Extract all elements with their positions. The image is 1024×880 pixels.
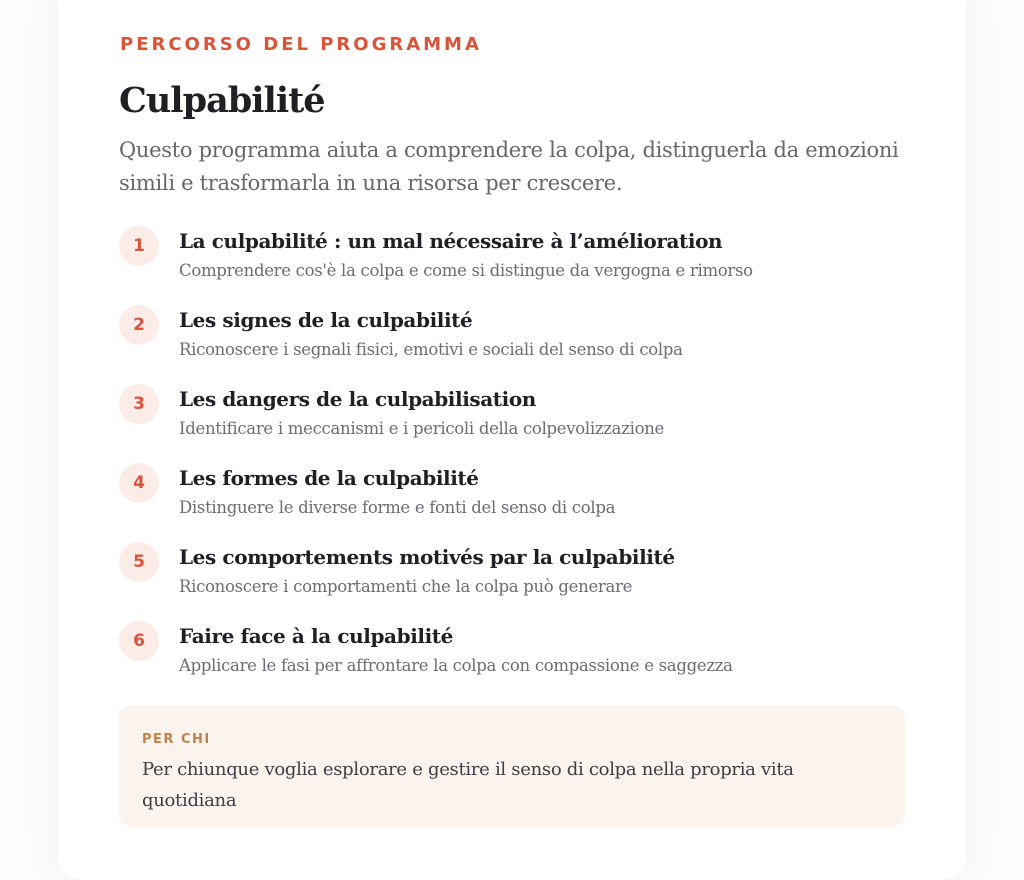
step-item	[119, 226, 919, 305]
step-description: Applicare le fasi per affrontare la colpa con compassione e saggezza	[179, 656, 733, 675]
step-number-badge: 3	[119, 384, 159, 424]
step-title: Faire face à la culpabilité	[179, 624, 453, 648]
step-item	[119, 542, 919, 621]
step-title: Les dangers de la culpabilisation	[179, 387, 536, 411]
step-item	[119, 621, 919, 700]
audience-label: PER CHI	[142, 732, 211, 747]
step-description: Riconoscere i segnali fisici, emotivi e sociali del senso di colpa	[179, 340, 683, 359]
step-item	[119, 305, 919, 384]
step-number-badge: 6	[119, 621, 159, 661]
step-title: La culpabilité : un mal nécessaire à l’amélioration	[179, 229, 723, 253]
step-number-badge: 5	[119, 542, 159, 582]
step-title: Les comportements motivés par la culpabilité	[179, 545, 675, 569]
program-steps-list	[119, 226, 919, 700]
step-description: Identificare i meccanismi e i pericoli della colpevolizzazione	[179, 419, 664, 438]
program-title: Culpabilité	[119, 80, 325, 121]
section-eyebrow: PERCORSO DEL PROGRAMMA	[120, 34, 482, 55]
step-description: Distinguere le diverse forme e fonti del senso di colpa	[179, 498, 616, 517]
program-intro: Questo programma aiuta a comprendere la colpa, distinguerla da emozioni simili e trasformarla in una risorsa per crescere.	[119, 138, 899, 195]
step-description: Riconoscere i comportamenti che la colpa può generare	[179, 577, 633, 596]
audience-callout	[119, 705, 905, 827]
step-number-badge: 1	[119, 226, 159, 266]
step-number-badge: 2	[119, 305, 159, 345]
step-title: Les formes de la culpabilité	[179, 466, 479, 490]
step-title: Les signes de la culpabilité	[179, 308, 473, 332]
step-item	[119, 463, 919, 542]
step-description: Comprendere cos'è la colpa e come si distingue da vergogna e rimorso	[179, 261, 753, 280]
step-item	[119, 384, 919, 463]
audience-text: Per chiunque voglia esplorare e gestire il senso di colpa nella propria vita quotidiana	[142, 759, 794, 811]
step-number-badge: 4	[119, 463, 159, 503]
